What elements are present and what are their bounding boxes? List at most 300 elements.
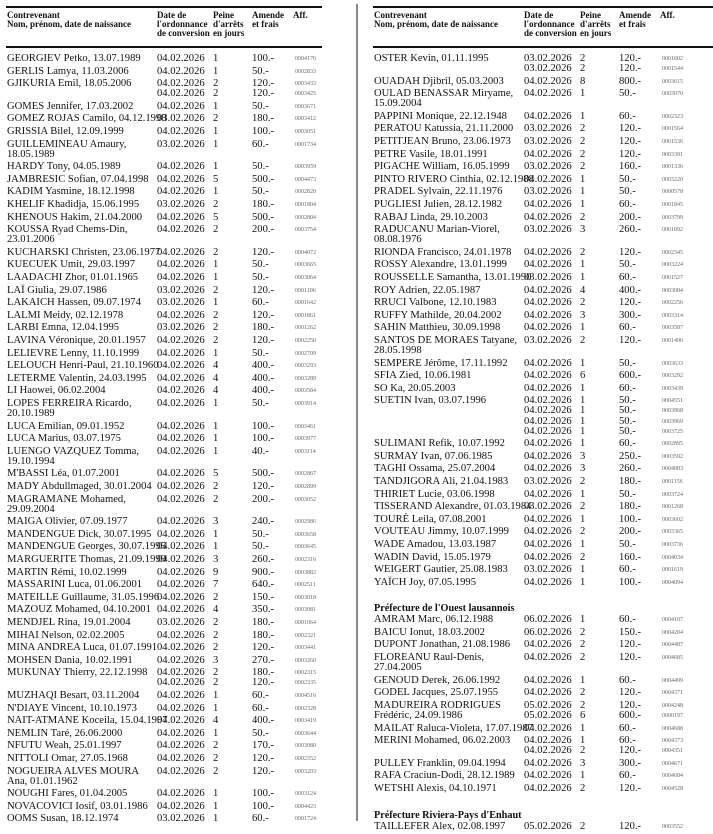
order-lines xyxy=(524,89,683,109)
case-number: 0001724 xyxy=(295,816,316,823)
offender-name: PETRE Vasile, 18.01.1991 xyxy=(374,148,488,160)
table-row xyxy=(6,140,346,163)
conversion-date: 04.02.2026 xyxy=(524,110,572,122)
conversion-date: 03.02.2026 xyxy=(157,322,205,334)
conversion-date: 04.02.2026 xyxy=(524,463,572,475)
fine-amount: 240.- xyxy=(252,516,275,528)
detention-days: 2 xyxy=(580,148,586,160)
conversion-date: 04.02.2026 xyxy=(157,740,205,752)
conversion-date: 04.02.2026 xyxy=(524,370,572,382)
conversion-date: 04.02.2026 xyxy=(524,88,572,100)
detention-days: 1 xyxy=(213,433,219,445)
offender-name: YAÏCH Joy, 07.05.1995 xyxy=(374,576,477,588)
conversion-date: 06.02.2026 xyxy=(524,614,572,626)
case-number: 0001845 xyxy=(662,202,683,209)
table-row xyxy=(373,653,713,676)
fine-amount: 50.- xyxy=(619,538,636,550)
order-lines xyxy=(524,464,683,474)
conversion-date: 04.02.2026 xyxy=(157,372,205,384)
offender-name: NOUGHI Fares, 01.04.2005 xyxy=(7,788,128,800)
offender-name: MAIGA Olivier, 07.09.1977 xyxy=(7,516,128,528)
case-number: 0004551 xyxy=(662,398,683,405)
order-lines xyxy=(157,631,316,641)
offender-name: KUCHARSKI Christen, 23.06.1977 xyxy=(7,246,161,258)
order-line xyxy=(524,746,683,756)
detention-days: 1 xyxy=(580,770,586,782)
conversion-date: 04.02.2026 xyxy=(157,528,205,540)
conversion-date: 04.02.2026 xyxy=(157,78,205,90)
offender-name: JAMBRESIC Sofian, 07.04.1998 xyxy=(7,173,149,185)
order-lines xyxy=(157,469,316,479)
fine-amount: 120.- xyxy=(619,136,642,148)
case-number: 0004083 xyxy=(662,466,683,473)
table-row xyxy=(6,495,346,518)
order-line xyxy=(524,724,683,734)
order-lines xyxy=(524,137,683,147)
detention-days: 1 xyxy=(213,690,219,702)
order-lines xyxy=(157,79,316,99)
detention-days: 1 xyxy=(213,53,219,64)
conversion-date: 04.02.2026 xyxy=(524,415,572,427)
order-lines xyxy=(524,784,683,794)
order-lines xyxy=(157,225,316,245)
detention-days: 1 xyxy=(580,173,586,185)
conversion-date: 04.02.2026 xyxy=(157,702,205,714)
order-lines xyxy=(157,361,316,371)
conversion-date: 06.02.2026 xyxy=(524,626,572,638)
order-line xyxy=(524,688,683,698)
detention-days: 1 xyxy=(213,397,219,409)
fine-amount: 600.- xyxy=(619,709,642,721)
offender-name: LI Haowei, 06.02.2004 xyxy=(7,385,106,397)
conversion-date: 04.02.2026 xyxy=(157,309,205,321)
order-line xyxy=(157,814,316,824)
offender-name: HARDY Tony, 04.05.1989 xyxy=(7,161,121,173)
fine-amount: 40.- xyxy=(252,445,269,457)
detention-days: 1 xyxy=(580,538,586,550)
header-top-rule xyxy=(373,6,713,8)
offender-name: NOGUEIRA ALVES MOURA Ana, 01.01.1962 xyxy=(7,765,140,787)
header-date: Date de l'ordonnance de conversion xyxy=(524,10,577,38)
order-line xyxy=(157,213,316,223)
detention-days: 3 xyxy=(213,516,219,528)
offender-name: KOUSSA Ryad Chems-Din, 23.01.2006 xyxy=(7,224,128,246)
detention-days: 2 xyxy=(213,199,219,211)
offender-name: PIGACHE William, 16.05.1999 xyxy=(374,161,510,173)
fine-amount: 50.- xyxy=(619,259,636,271)
order-line xyxy=(524,112,683,122)
offender-name: N'DIAYE Vincent, 10.10.1973 xyxy=(7,702,137,714)
order-line xyxy=(157,175,316,185)
fine-amount: 60.- xyxy=(619,322,636,334)
fine-amount: 120.- xyxy=(619,745,642,757)
fine-amount: 200.- xyxy=(252,224,275,236)
case-number: 0004684 xyxy=(662,773,683,780)
offender-name: KHENOUS Hakim, 21.04.2000 xyxy=(7,211,143,223)
fine-amount: 120.- xyxy=(619,652,642,664)
table-row xyxy=(373,396,713,439)
case-number: 0003289 xyxy=(295,375,316,382)
conversion-date: 03.02.2026 xyxy=(524,186,572,198)
fine-amount: 60.- xyxy=(619,735,636,747)
offender-name: TAILLEFER Alex, 02.08.1997 xyxy=(374,820,506,832)
order-line xyxy=(524,490,683,500)
order-line xyxy=(524,464,683,474)
order-lines xyxy=(157,495,316,515)
table-row xyxy=(373,822,713,834)
conversion-date: 04.02.2026 xyxy=(524,148,572,160)
fine-amount: 180.- xyxy=(252,667,275,679)
order-lines xyxy=(524,515,683,525)
conversion-date: 05.02.2026 xyxy=(524,820,572,832)
detention-days: 2 xyxy=(213,617,219,629)
fine-amount: 300.- xyxy=(619,309,642,321)
detention-days: 4 xyxy=(213,385,219,397)
detention-days: 1 xyxy=(580,513,586,525)
case-number: 0001106 xyxy=(295,287,316,294)
order-lines xyxy=(524,565,683,575)
conversion-date: 04.02.2026 xyxy=(157,554,205,566)
order-lines xyxy=(524,225,683,245)
conversion-date: 04.02.2026 xyxy=(524,395,572,407)
offender-name: TANDJIGORA Ali, 21.04.1983 xyxy=(374,475,509,487)
detention-days: 2 xyxy=(213,642,219,654)
fine-amount: 170.- xyxy=(252,740,275,752)
table-row xyxy=(373,54,713,77)
order-line xyxy=(524,384,683,394)
order-lines xyxy=(157,656,316,666)
case-number: 0004671 xyxy=(662,760,683,767)
detention-days: 2 xyxy=(580,123,586,135)
order-lines xyxy=(524,640,683,650)
order-line xyxy=(157,225,316,235)
offender-name: SFIA Zied, 10.06.1981 xyxy=(374,370,472,382)
offender-name: MANDENGUE Georges, 30.07.1995 xyxy=(7,541,166,553)
conversion-date: 04.02.2026 xyxy=(157,667,205,679)
order-line xyxy=(157,643,316,653)
order-line xyxy=(157,67,316,77)
section-heading: Préfecture de l'Ouest lausannois xyxy=(374,603,515,615)
case-number: 0004516 xyxy=(295,693,316,700)
case-number: 0003292 xyxy=(662,373,683,380)
conversion-date: 03.02.2026 xyxy=(524,53,572,64)
order-line xyxy=(157,187,316,197)
detention-days: 1 xyxy=(580,272,586,284)
fine-amount: 300.- xyxy=(619,757,642,769)
order-lines xyxy=(524,162,683,172)
fine-amount: 150.- xyxy=(252,591,275,603)
fine-amount: 60.- xyxy=(619,382,636,394)
offender-name: GOMES Jennifer, 17.03.2002 xyxy=(7,100,134,112)
detention-days: 2 xyxy=(213,78,219,90)
offender-name: MATEILLE Guillaume, 31.05.1996 xyxy=(7,591,160,603)
header-aff: Aff. xyxy=(293,10,308,20)
detention-days: 2 xyxy=(580,63,586,75)
order-line xyxy=(157,447,316,457)
offender-name: RRUCI Valbone, 12.10.1983 xyxy=(374,297,497,309)
case-number: 0002867 xyxy=(295,471,316,478)
fine-amount: 800.- xyxy=(619,75,642,87)
order-line xyxy=(157,754,316,764)
order-line xyxy=(524,452,683,462)
detention-days: 2 xyxy=(580,136,586,148)
conversion-date: 04.02.2026 xyxy=(524,782,572,794)
offender-name: LAVINA Véronique, 20.01.1957 xyxy=(7,335,146,347)
detention-days: 6 xyxy=(580,709,586,721)
order-lines xyxy=(157,691,316,701)
order-lines xyxy=(524,771,683,781)
detention-days: 1 xyxy=(580,259,586,271)
detention-days: 3 xyxy=(580,450,586,462)
conversion-date: 04.02.2026 xyxy=(157,727,205,739)
case-number: 0003052 xyxy=(295,496,316,503)
order-lines xyxy=(157,187,316,197)
order-line xyxy=(157,618,316,628)
case-number: 0004487 xyxy=(662,642,683,649)
order-lines xyxy=(157,555,316,565)
offender-name: RAFA Craciun-Dodi, 28.12.1989 xyxy=(374,770,515,782)
fine-amount: 120.- xyxy=(619,639,642,651)
header-days: Peine d'arrêts en jours xyxy=(580,10,612,38)
fine-amount: 120.- xyxy=(619,782,642,794)
order-lines xyxy=(157,434,316,444)
fine-amount: 120.- xyxy=(619,63,642,75)
detention-days: 1 xyxy=(580,614,586,626)
offender-name: PULLEY Franklin, 09.04.1994 xyxy=(374,757,506,769)
offender-name: PERATOU Katussia, 21.11.2000 xyxy=(374,123,514,135)
detention-days: 1 xyxy=(213,813,219,825)
conversion-date: 04.02.2026 xyxy=(524,357,572,369)
detention-days: 1 xyxy=(213,727,219,739)
fine-amount: 50.- xyxy=(252,397,269,409)
fine-amount: 600.- xyxy=(619,370,642,382)
detention-days: 2 xyxy=(213,113,219,125)
detention-days: 2 xyxy=(580,53,586,64)
conversion-date: 03.02.2026 xyxy=(157,199,205,211)
order-lines xyxy=(524,822,683,832)
offender-name: MUZHAQI Besart, 03.11.2004 xyxy=(7,690,140,702)
order-lines xyxy=(524,311,683,321)
conversion-date: 04.02.2026 xyxy=(524,576,572,588)
conversion-date: 03.02.2026 xyxy=(157,284,205,296)
detention-days: 3 xyxy=(580,224,586,236)
fine-amount: 50.- xyxy=(252,272,269,284)
detention-days: 1 xyxy=(213,126,219,138)
case-number: 0003220 xyxy=(662,176,683,183)
case-number: 0002328 xyxy=(295,705,316,712)
conversion-date: 04.02.2026 xyxy=(157,753,205,765)
order-line xyxy=(524,771,683,781)
order-line xyxy=(157,678,316,688)
conversion-date: 04.02.2026 xyxy=(524,309,572,321)
table-row xyxy=(373,162,713,175)
conversion-date: 04.02.2026 xyxy=(157,420,205,432)
order-line xyxy=(157,422,316,432)
order-line xyxy=(524,298,683,308)
fine-amount: 120.- xyxy=(252,246,275,258)
case-number: 0002986 xyxy=(295,519,316,526)
conversion-date: 03.02.2026 xyxy=(157,617,205,629)
order-lines xyxy=(157,517,316,527)
order-lines xyxy=(524,323,683,333)
offender-name: MIHAI Nelson, 02.02.2005 xyxy=(7,629,125,641)
conversion-date: 04.02.2026 xyxy=(157,246,205,258)
fine-amount: 60.- xyxy=(619,199,636,211)
conversion-date: 04.02.2026 xyxy=(524,488,572,500)
detention-days: 1 xyxy=(213,347,219,359)
case-number: 0002895 xyxy=(662,441,683,448)
fine-amount: 50.- xyxy=(619,357,636,369)
case-number: 0003882 xyxy=(295,569,316,576)
offender-name: MERINI Mohamed, 06.02.2003 xyxy=(374,735,511,747)
detention-days: 2 xyxy=(580,687,586,699)
conversion-date: 04.02.2026 xyxy=(157,161,205,173)
conversion-date: 04.02.2026 xyxy=(524,687,572,699)
order-lines xyxy=(157,175,316,185)
case-number: 0003645 xyxy=(295,544,316,551)
detention-days: 1 xyxy=(213,100,219,112)
order-line xyxy=(157,361,316,371)
order-lines xyxy=(157,114,316,124)
fine-amount: 100.- xyxy=(619,513,642,525)
fine-amount: 400.- xyxy=(252,385,275,397)
order-lines xyxy=(157,127,316,137)
fine-amount: 100.- xyxy=(252,126,275,138)
case-number: 0004034 xyxy=(662,554,683,561)
fine-amount: 200.- xyxy=(252,493,275,505)
case-number: 0002352 xyxy=(295,756,316,763)
offender-name: MAZOUZ Mohamed, 04.10.2001 xyxy=(7,604,151,616)
case-number: 0003260 xyxy=(295,657,316,664)
case-number: 0003433 xyxy=(295,81,316,88)
conversion-date: 04.02.2026 xyxy=(157,468,205,480)
order-line xyxy=(157,434,316,444)
offender-name: OSTER Kevin, 01.11.1995 xyxy=(374,53,489,64)
case-number: 0003439 xyxy=(662,385,683,392)
fine-amount: 900.- xyxy=(252,566,275,578)
detention-days: 2 xyxy=(213,493,219,505)
case-number: 0003671 xyxy=(295,103,316,110)
table-row xyxy=(373,477,713,490)
offender-name: MAGRAMANE Mohamed, 29.09.2004 xyxy=(7,493,126,515)
conversion-date: 03.02.2026 xyxy=(524,224,572,236)
conversion-date: 04.02.2026 xyxy=(157,360,205,372)
case-number: 0003724 xyxy=(662,491,683,498)
case-number: 0001544 xyxy=(662,66,683,73)
conversion-date: 03.02.2026 xyxy=(524,335,572,347)
order-line xyxy=(157,767,316,777)
conversion-date: 04.02.2026 xyxy=(524,259,572,271)
conversion-date: 05.02.2026 xyxy=(524,699,572,711)
case-number: 0000197 xyxy=(662,712,683,719)
case-number: 0003658 xyxy=(295,531,316,538)
table-row xyxy=(373,225,713,248)
conversion-date: 04.02.2026 xyxy=(157,335,205,347)
detention-days: 2 xyxy=(213,224,219,236)
table-row xyxy=(373,615,713,628)
case-number: 0003203 xyxy=(295,768,316,775)
conversion-date: 04.02.2026 xyxy=(524,405,572,417)
offender-name: NFUTU Weah, 25.01.1997 xyxy=(7,740,122,752)
detention-days: 2 xyxy=(580,699,586,711)
fine-amount: 60.- xyxy=(619,614,636,626)
table-row xyxy=(373,298,713,311)
table-row xyxy=(6,361,346,374)
detention-days: 1 xyxy=(213,259,219,271)
order-lines xyxy=(157,716,316,726)
fine-amount: 50.- xyxy=(252,528,269,540)
offender-name: LUENGO VAZQUEZ Tomma, 19.10.1994 xyxy=(7,445,139,467)
fine-amount: 200.- xyxy=(619,526,642,538)
offender-name: MOHSEN Dania, 10.02.1991 xyxy=(7,654,133,666)
detention-days: 1 xyxy=(580,425,586,437)
order-line xyxy=(524,784,683,794)
case-number: 0003081 xyxy=(295,607,316,614)
offender-name: NITTOLI Omar, 27.05.1968 xyxy=(7,753,128,765)
offender-name: GUILLEMINEAU Amaury, 18.05.1989 xyxy=(7,138,127,160)
offender-name: RIONDA Francisco, 24.01.1978 xyxy=(374,246,512,258)
conversion-date: 04.02.2026 xyxy=(157,591,205,603)
fine-amount: 120.- xyxy=(619,687,642,699)
order-line xyxy=(157,102,316,112)
conversion-date: 04.02.2026 xyxy=(157,516,205,528)
fine-amount: 180.- xyxy=(619,501,642,513)
table-row xyxy=(373,578,713,591)
case-number: 0003314 xyxy=(662,312,683,319)
fine-amount: 500.- xyxy=(252,468,275,480)
offender-name: MENDJEL Rina, 19.01.2004 xyxy=(7,617,131,629)
offender-name: KUECUEK Umit, 29.03.1997 xyxy=(7,259,136,271)
table-row xyxy=(6,336,346,349)
case-number: 0004094 xyxy=(662,579,683,586)
order-lines xyxy=(157,323,316,333)
order-line xyxy=(524,427,683,437)
order-lines xyxy=(524,273,683,283)
fine-amount: 120.- xyxy=(252,481,275,493)
order-lines xyxy=(157,273,316,283)
order-lines xyxy=(157,298,316,308)
conversion-date: 04.02.2026 xyxy=(524,284,572,296)
fine-amount: 270.- xyxy=(252,654,275,666)
detention-days: 1 xyxy=(213,138,219,150)
offender-name: MARGUERITE Thomas, 21.09.1999 xyxy=(7,554,166,566)
conversion-date: 04.02.2026 xyxy=(524,735,572,747)
fine-amount: 50.- xyxy=(619,395,636,407)
case-number: 0003224 xyxy=(662,262,683,269)
fine-amount: 50.- xyxy=(252,65,269,77)
conversion-date: 04.02.2026 xyxy=(157,173,205,185)
case-number: 0001336 xyxy=(662,164,683,171)
order-line xyxy=(524,822,683,832)
detention-days: 1 xyxy=(213,420,219,432)
order-lines xyxy=(524,759,683,769)
case-number: 0003084 xyxy=(662,287,683,294)
case-number: 0001861 xyxy=(295,312,316,319)
offender-name: MANDENGUE Dick, 30.07.1995 xyxy=(7,528,152,540)
fine-amount: 180.- xyxy=(252,113,275,125)
detention-days: 2 xyxy=(580,745,586,757)
order-lines xyxy=(157,447,316,467)
order-line xyxy=(157,89,316,99)
order-lines xyxy=(157,336,316,346)
order-lines xyxy=(157,162,316,172)
offender-name: RUFFY Mathilde, 20.04.2002 xyxy=(374,309,502,321)
detention-days: 1 xyxy=(580,110,586,122)
order-lines xyxy=(524,553,683,563)
header-days: Peine d'arrêts en jours xyxy=(213,10,245,38)
detention-days: 2 xyxy=(213,753,219,765)
table-row xyxy=(6,716,346,729)
